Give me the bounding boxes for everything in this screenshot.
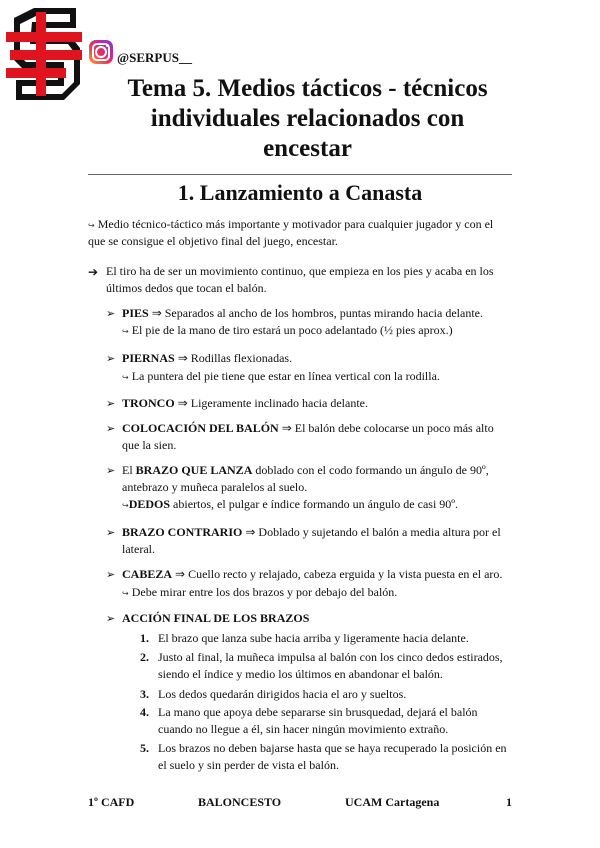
- instagram-handle: @SERPUS__: [117, 50, 192, 65]
- item-cabeza: CABEZA ⇒ Cuello recto y relajado, cabeza erguida y la vista puesta en el aro.: [122, 567, 503, 581]
- bullet-icon: ➢: [106, 422, 116, 435]
- page-number: 1: [506, 795, 512, 809]
- bullet-icon: ➢: [106, 568, 116, 581]
- footer-course: 1º CAFD: [88, 795, 135, 809]
- item-piernas: PIERNAS ⇒ Rodillas flexionadas.: [122, 351, 293, 365]
- title-divider: [88, 174, 512, 175]
- footer-subject: BALONCESTO: [198, 795, 282, 809]
- bullet-icon: ➢: [106, 612, 116, 625]
- sub-arrow-icon: ↪: [122, 501, 129, 510]
- section-title: 1. Lanzamiento a Canasta: [177, 180, 423, 205]
- bullet-icon: ➢: [106, 526, 116, 539]
- step-text: La mano que apoya debe separarse sin brusquedad, dejará el balón: [158, 705, 478, 719]
- arrow-right-icon: ➔: [88, 265, 99, 279]
- item-piernas-sub: ↪ La puntera del pie tiene que estar en línea vertical con la rodilla.: [122, 369, 440, 383]
- bullet-icon: ➢: [106, 464, 116, 477]
- page-title: Tema 5. Medios tácticos - técnicos individuales relacionados con encestar: [127, 75, 488, 162]
- footer-institution: UCAM Cartagena: [345, 795, 440, 809]
- step-text-line2: el suelo y sin perder de vista el balón.: [158, 758, 339, 772]
- bullet-icon: ➢: [106, 307, 116, 320]
- step-number: 1.: [140, 631, 149, 645]
- item-pies-sub: ↪ El pie de la mano de tiro estará un poco adelantado (½ pies aprox.): [122, 323, 453, 337]
- step-text: Justo al final, la muñeca impulsa al balón con los cinco dedos estirados,: [158, 650, 503, 664]
- main-point-line2: últimos dedos que tocan el balón.: [106, 281, 267, 295]
- item-brazo-contrario: BRAZO CONTRARIO ⇒ Doblado y sujetando el balón a media altura por el: [122, 525, 501, 539]
- step-text-line2: siendo el índice y medio los últimos en abandonar el balón.: [158, 667, 443, 681]
- sub-arrow-icon: ↪: [88, 221, 95, 230]
- step-number: 5.: [140, 741, 149, 755]
- item-tronco: TRONCO ⇒ Ligeramente inclinado hacia delante.: [122, 396, 368, 410]
- step-text: Los dedos quedarán dirigidos hacia el aro y sueltos.: [158, 687, 407, 701]
- step-number: 4.: [140, 705, 149, 719]
- item-brazo-lanza: El BRAZO QUE LANZA doblado con el codo formando un ángulo de 90º,: [122, 463, 489, 477]
- item-accion-final: ACCIÓN FINAL DE LOS BRAZOS: [122, 611, 310, 625]
- step-number: 3.: [140, 687, 149, 701]
- item-colocacion-line2: que la sien.: [122, 438, 177, 452]
- step-text: Los brazos no deben bajarse hasta que se haya recuperado la posición en: [158, 741, 507, 755]
- step-text-line2: cuando no llegue a él, sin hacer ningún movimiento extraño.: [158, 722, 449, 736]
- sub-arrow-icon: ↪: [122, 327, 129, 336]
- intro-paragraph-line2: que se consigue el objetivo final del juego, encestar.: [88, 234, 338, 248]
- item-brazo-lanza-sub: ↪DEDOS abiertos, el pulgar e índice formando un ángulo de casi 90º.: [122, 497, 459, 511]
- intro-paragraph: ↪ Medio técnico-táctico más importante y motivador para cualquier jugador y con el: [88, 217, 494, 231]
- item-brazo-contrario-line2: lateral.: [122, 542, 155, 556]
- sub-arrow-icon: ↪: [122, 373, 129, 382]
- bullet-icon: ➢: [106, 352, 116, 365]
- main-point: El tiro ha de ser un movimiento continuo, que empieza en los pies y acaba en los: [106, 264, 494, 278]
- item-brazo-lanza-line2: antebrazo y muñeca paralelos al suelo.: [122, 480, 308, 494]
- item-colocacion: COLOCACIÓN DEL BALÓN ⇒ El balón debe colocarse un poco más alto: [122, 421, 494, 435]
- serpus-logo-icon: [6, 4, 84, 104]
- step-number: 2.: [140, 650, 149, 664]
- bullet-icon: ➢: [106, 397, 116, 410]
- step-text: El brazo que lanza sube hacia arriba y ligeramente hacia delante.: [158, 631, 469, 645]
- instagram-icon: [89, 40, 113, 64]
- item-pies: PIES ⇒ Separados al ancho de los hombros, puntas mirando hacia delante.: [122, 306, 483, 320]
- sub-arrow-icon: ↪: [122, 589, 129, 598]
- item-cabeza-sub: ↪ Debe mirar entre los dos brazos y por debajo del balón.: [122, 585, 398, 599]
